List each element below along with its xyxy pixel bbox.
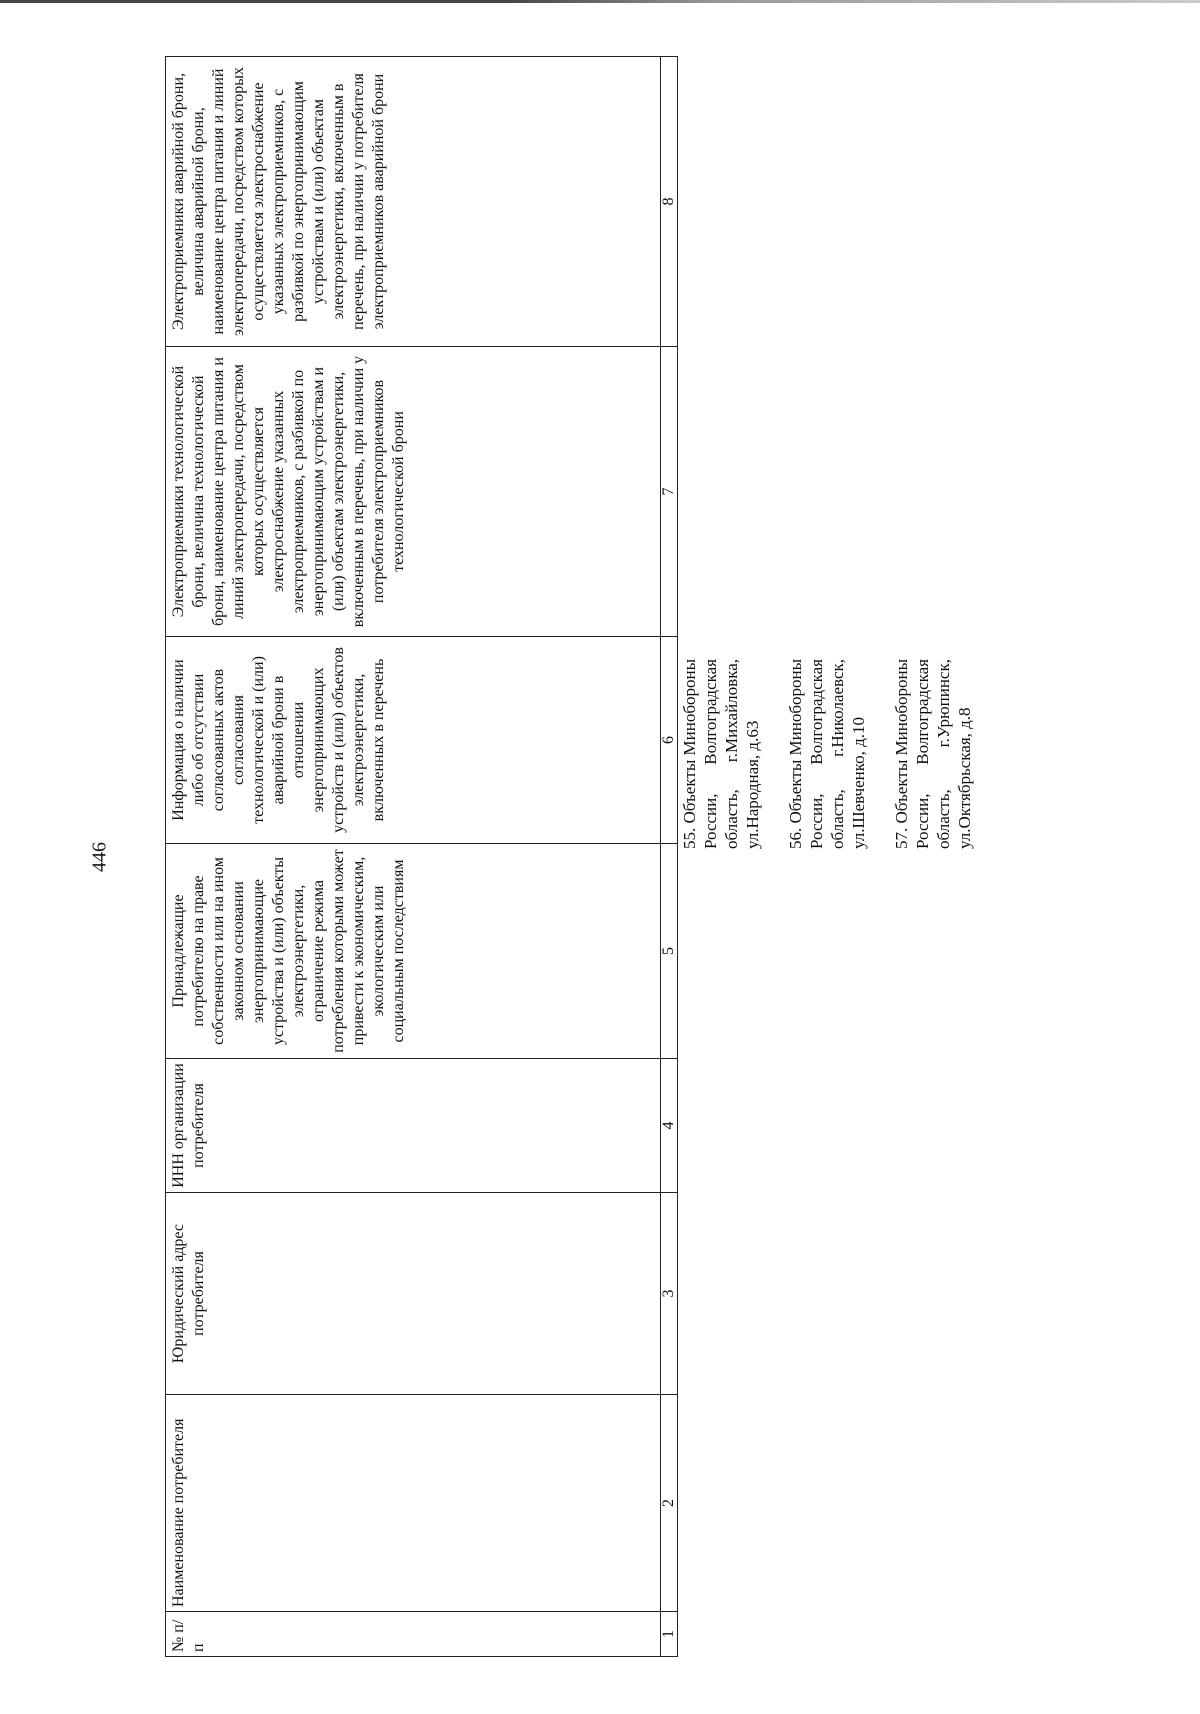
column-number: 7	[661, 347, 678, 637]
page-number: 446	[88, 842, 111, 872]
header-col-8: Электроприемники аварийной брони, величина аварийной брони, наименование центра питания и линий электропередачи, посредством которых осуществляется электроснабжение указанных электроприемников, с разбивкой по энергопринимающим устройствам и (или) объектам электроэнергетики, включенным в перечень, при наличии у потребителя электроприемников аварийной брони	[166, 57, 661, 347]
column-number: 1	[661, 1612, 678, 1657]
entries-list	[679, 659, 997, 849]
header-col-1: № п/п	[166, 1612, 661, 1657]
rotated-sheet	[165, 57, 974, 1657]
list-item: 55. Объекты Минобороны России, Волгоградская область, г.Михайловка, ул.Народная, д.63	[680, 659, 762, 849]
column-number: 8	[661, 57, 678, 347]
header-col-4: ИНН организации потребителя	[166, 1059, 661, 1193]
header-col-5: Принадлежащие потребителю на праве собственности или на ином законном основании энергопринимающие устройства и (или) объекты электроэнергетики, ограничение режима потребления которыми может привести к экономическим, экологическим или социальным последствиям	[166, 844, 661, 1059]
header-col-6: Информация о наличии либо об отсутствии согласованных актов согласования технологической и (или) аварийной брони в отношении энергопринимающих устройств и (или) объектов электроэнергетики, включенных в перечень	[166, 637, 661, 844]
column-number: 5	[661, 844, 678, 1059]
column-number: 4	[661, 1059, 678, 1193]
consumers-table	[165, 56, 678, 1657]
top-rule	[0, 0, 1200, 3]
column-number: 3	[661, 1193, 678, 1395]
column-number-row	[661, 57, 678, 1657]
header-col-7: Электроприемники технологической брони, величина технологической брони, наименование центра питания и линий электропередачи, посредством которых осуществляется электроснабжение указанных электроприемников, с разбивкой по энергопринимающим устройствам и (или) объектам электроэнергетики, включенным в перечень, при наличии у потребителя электроприемников технологической брони	[166, 347, 661, 637]
header-row	[166, 57, 661, 1657]
column-number: 6	[661, 637, 678, 844]
column-number: 2	[661, 1395, 678, 1612]
list-item: 57. Объекты Минобороны России, Волгоградская область, г.Урюпинск, ул.Октябрьская, д.8	[892, 659, 974, 849]
header-col-2: Наименование потребителя	[166, 1395, 661, 1612]
header-col-3: Юридический адрес потребителя	[166, 1193, 661, 1395]
list-item: 56. Объекты Минобороны России, Волгоградская область, г.Николаевск, ул.Шевченко, д.10	[786, 659, 868, 849]
